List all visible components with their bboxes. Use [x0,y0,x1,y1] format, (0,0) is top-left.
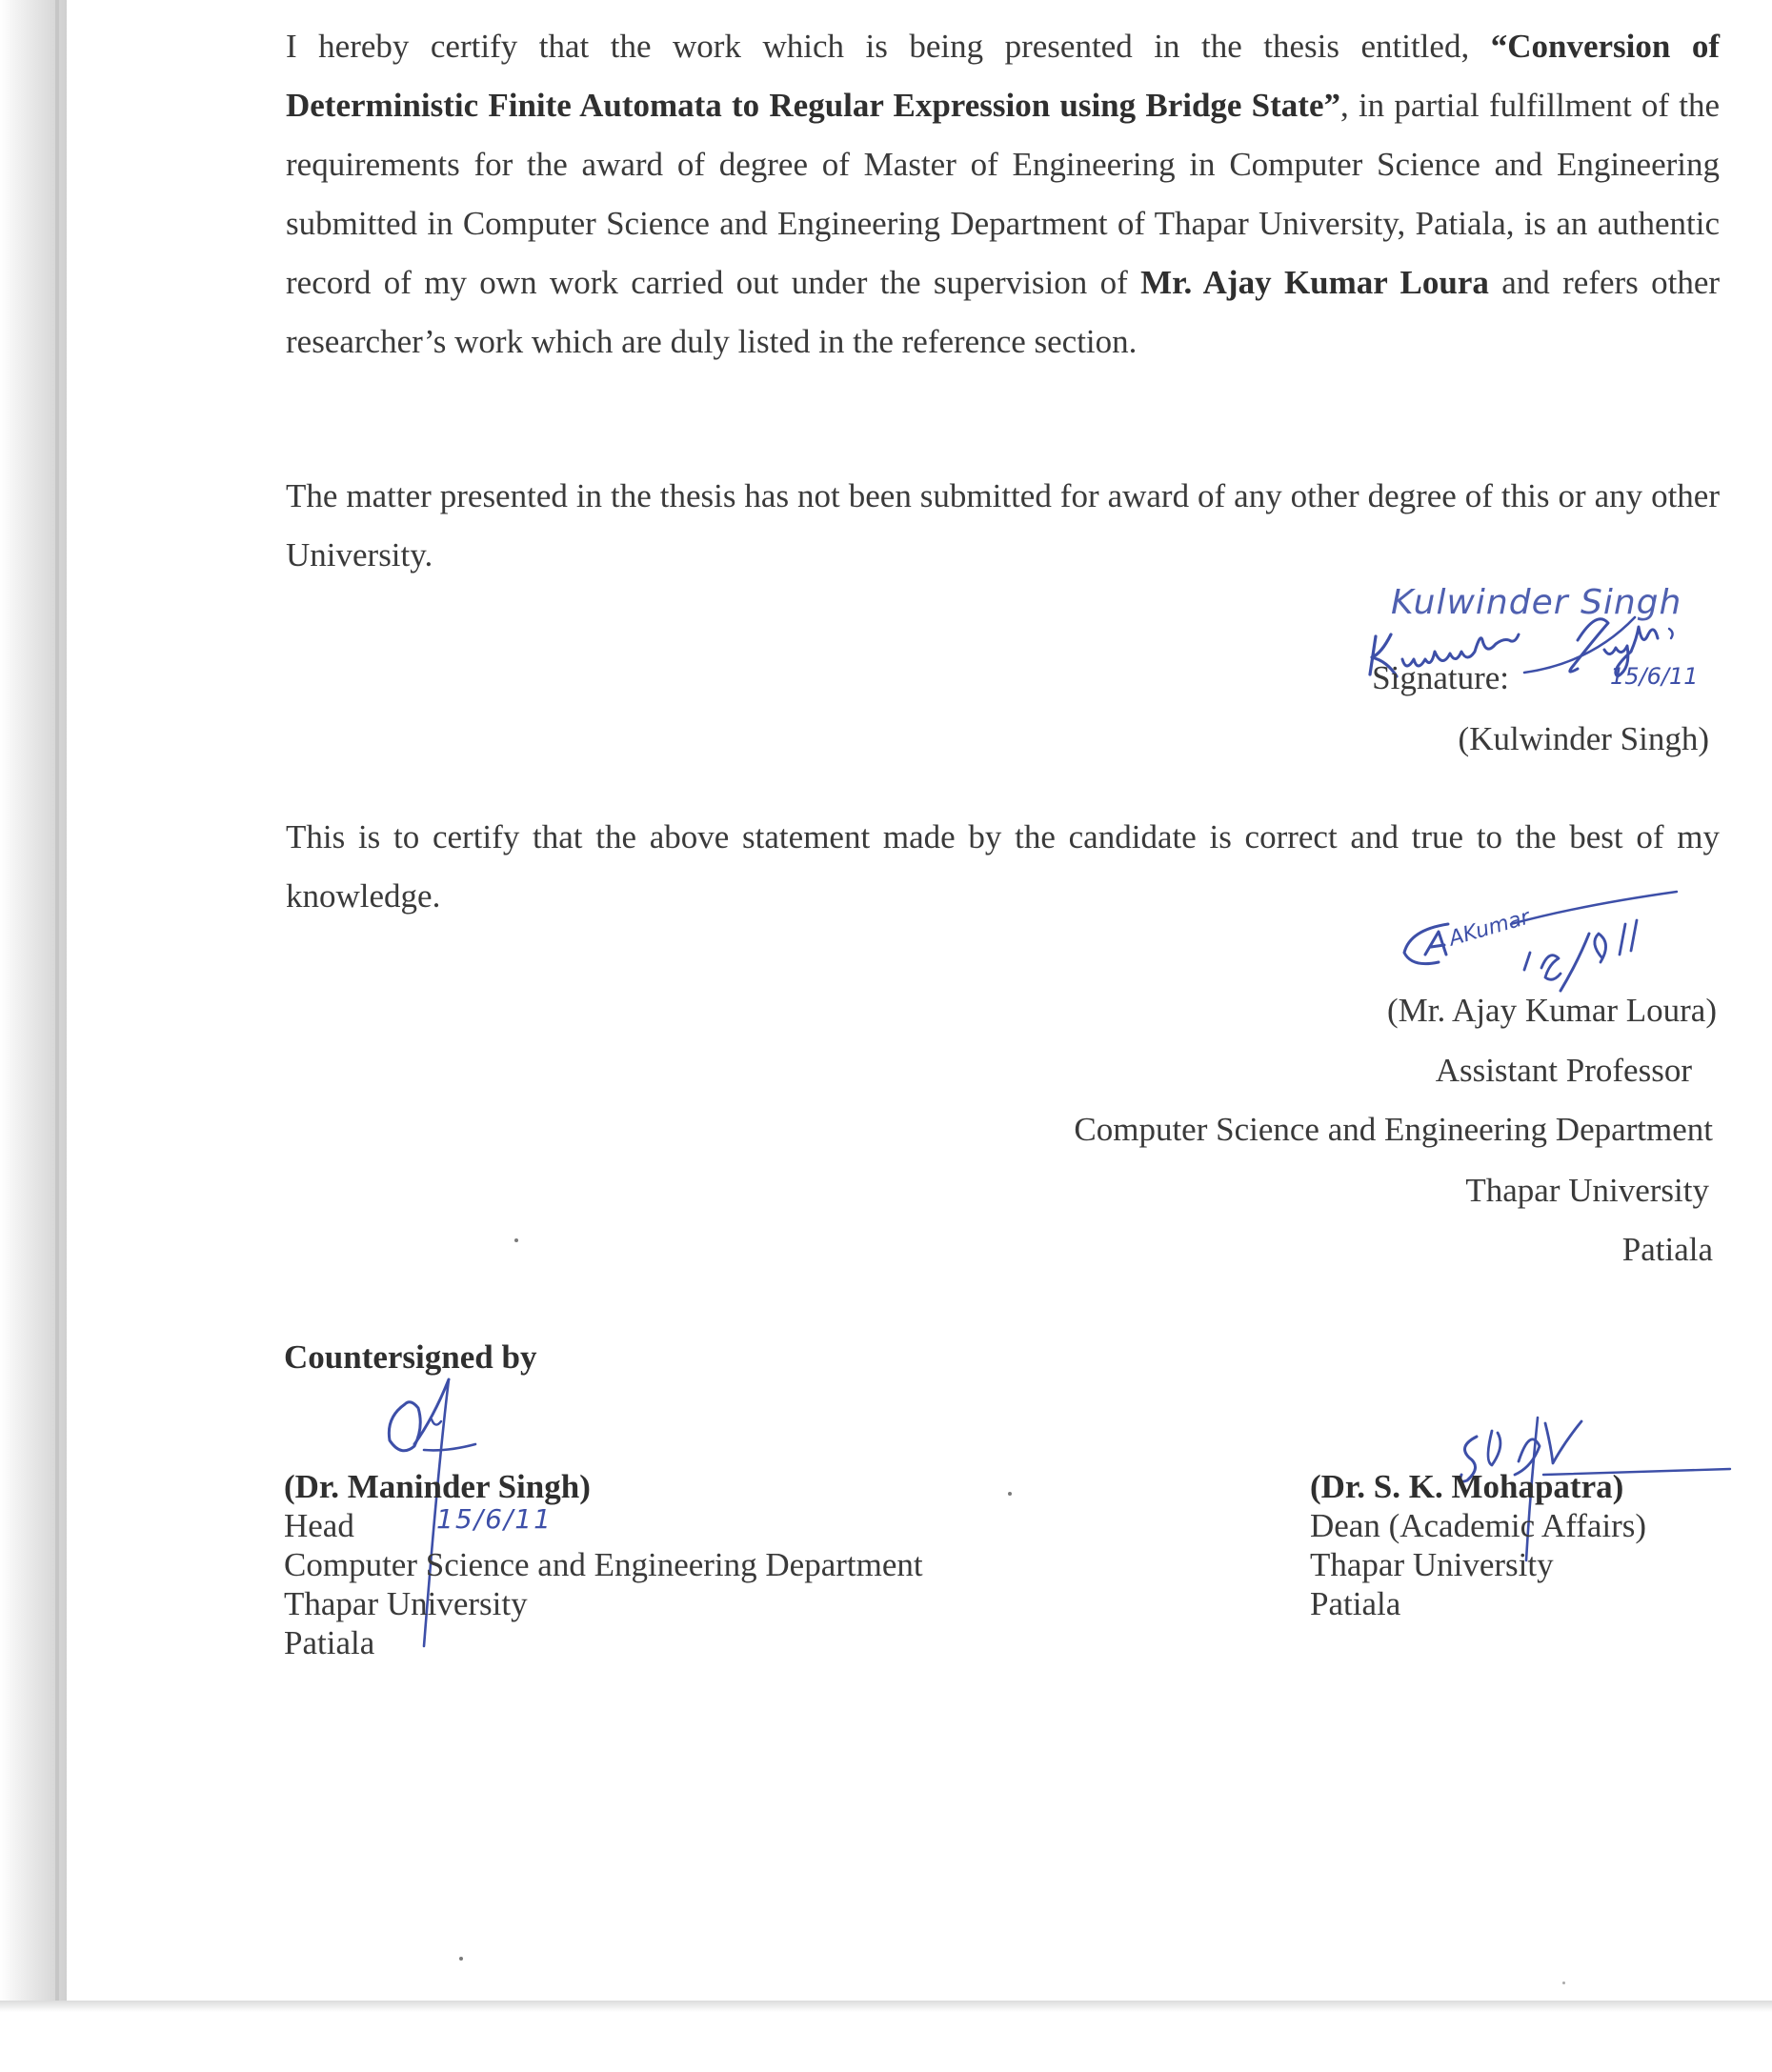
candidate-handwritten-signature: Kulwinder Singh [1391,583,1682,622]
head-university: Thapar University [284,1585,528,1622]
supervisor-statement: This is to certify that the above statement made by the candidate is correct and true to the best of my knowledge. [286,818,1720,915]
scan-speck [514,1238,518,1242]
head-department: Computer Science and Engineering Department [284,1546,923,1583]
scan-speck [1008,1492,1012,1496]
binding-edge [55,0,59,2005]
supervisor-university: Thapar University [1465,1172,1709,1209]
head-city: Patiala [284,1624,375,1661]
supervisor-designation: Assistant Professor [1435,1052,1692,1089]
head-signature-date: 15/6/11 [436,1503,553,1535]
candidate-name: (Kulwinder Singh) [1458,720,1709,757]
thesis-title: “Conversion of Deterministic Finite Automata to Regular Expression using Bridge State” [286,28,1721,124]
candidate-signature-date: 15/6/11 [1610,663,1699,690]
scan-speck [459,1957,463,1961]
countersigned-heading: Countersigned by [284,1338,537,1376]
head-designation: Head [284,1507,354,1544]
page-bottom-shadow [0,2001,1772,2012]
supervisor-city: Patiala [1621,1231,1713,1268]
supervisor-name: (Mr. Ajay Kumar Loura) [1386,992,1717,1029]
supervisor-handwritten-signature: AKumar [1446,905,1533,952]
dean-designation: Dean (Academic Affairs) [1310,1507,1647,1544]
declaration-paragraph [286,17,1720,372]
supervisor-department: Computer Science and Engineering Department [1074,1111,1713,1148]
dean-name: (Dr. S. K. Mohapatra) [1310,1468,1624,1505]
dean-university: Thapar University [1310,1546,1554,1583]
head-name: (Dr. Maninder Singh) [284,1468,591,1505]
dean-city: Patiala [1310,1585,1401,1622]
scan-speck [1562,1981,1565,1984]
declaration-intro: I hereby certify that the work which is being presented in the thesis entitled, [286,28,1470,65]
originality-paragraph: The matter presented in the thesis has not been submitted for award of any other degree of this or any other University. [286,477,1720,573]
declaration-end: and refers other researcher’s work which are duly listed in the reference section. [286,264,1721,360]
declaration-body: , in partial fulfillment of the requirements for the award of degree of Master of Engineering in Computer Science and Engineering submitted in Computer Science and Engineering Department of Thapar University, Patiala, is an authentic record of my own work carried out under the supervision of [286,87,1720,301]
supervisor-name-inline: Mr. Ajay Kumar Loura [1140,264,1489,301]
signature-label: Signature: [1372,659,1509,696]
